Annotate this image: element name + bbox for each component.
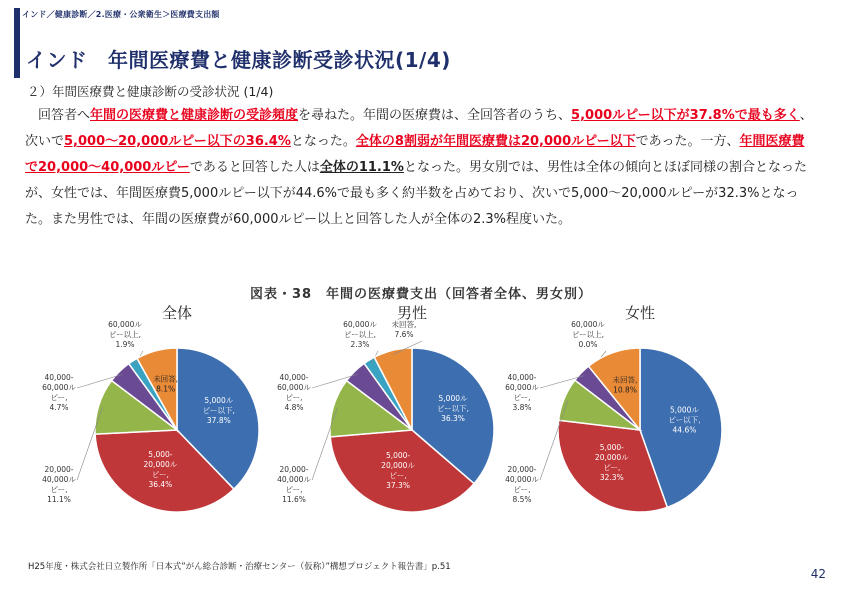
text-run: であった。一方、 [635,134,740,149]
slice-label: 5,000ルピー以下, 37.8% [202,396,235,426]
body-paragraph [25,103,817,233]
text-run: を尋ねた。年間の医療費は、全回答者のうち、 [298,108,572,123]
pie-title: 女性 [624,304,656,322]
slice-label: 5,000-20,000ルピー, 32.3% [594,443,629,483]
text-run: 回答者へ [38,108,91,123]
text-run: であると回答した人は [189,160,320,175]
slice-label: 5,000-20,000ルピー, 37.3% [381,450,415,490]
slice-label: 未回答, 8.1% [153,374,179,394]
slice-label: 20,000-40,000ルピー, 11.6% [277,465,311,504]
source-note: H25年度・株式会社日立製作所「日本式”がん総合診断・治療センター（仮称）”構想プロジェクト報告書」p.51 [28,562,451,572]
section-subtitle: ２）年間医療費と健康診断の受診状況 (1/4) [27,84,274,99]
emphasis-text: 全体の11.1% [319,160,404,175]
slice-label: 未回答, 10.8% [612,375,638,395]
text-run: となった。 [290,134,356,149]
page-number: 42 [810,567,826,581]
pie-charts [0,298,842,558]
highlight-text: 5,000～20,000ルピー以下の36.4% [64,134,291,149]
slice-label: 20,000-40,000ルピー, 11.1% [42,465,76,504]
highlight-text: 全体の8割弱が年間医療費は20,000ルピー以下 [355,134,636,149]
text-run: 、次いで [25,108,813,149]
pie-chart-1 [42,304,259,512]
highlight-text: 年間の医療費と健康診断の受診頻度 [90,108,299,123]
pie-title: 全体 [161,304,193,322]
breadcrumb: インド／健康診断／2.医療・公衆衛生＞医療費支出額 [22,10,220,19]
slice-label: 60,000ルピー以上, 1.9% [108,320,142,349]
slice-label: 60,000ルピー以上, 0.0% [571,320,605,349]
slice-label: 40,000-60,000ルピー, 3.8% [505,373,539,412]
page-title: インド 年間医療費と健康診断受診状況(1/4) [26,48,451,72]
slice-label: 40,000-60,000ルピー, 4.8% [277,373,311,412]
slice-label: 未回答, 7.6% [391,320,417,339]
slice-label: 5,000ルピー以下, 36.3% [436,394,470,424]
chart-caption: 図表・38 年間の医療費支出（回答者全体、男女別） [249,287,593,302]
slice-label: 5,000ルピー以下, 44.6% [668,405,701,435]
pie-chart-2 [277,304,494,512]
pie-charts-svg [0,298,842,558]
slice-label: 5,000-20,000ルピー, 36.4% [143,449,178,489]
slice-label: 60,000ルピー以上, 2.3% [343,320,377,349]
text-run: となった。男女別では、男性は全体の傾向とほぼ同様の割合となったが、女性では、年間医療費5,000ルピー以下が44.6%で最も多く約半数を占めており、次いで5,000～20,000ルピーが32.3%となった。また男性では、年間の医療費が60,000ルピー以上と回答した人が全体の2.3%程度いた。 [25,160,807,227]
title-accent-bar [14,8,20,78]
pie-title: 男性 [396,304,428,322]
slice-label: 20,000-40,000ルピー, 8.5% [505,465,539,504]
slice-label: 40,000-60,000ルピー, 4.7% [42,373,76,412]
highlight-text: 年間医療費で20,000～40,000ルピー [25,134,805,175]
pie-chart-3 [505,304,722,512]
highlight-text: 5,000ルピー以下が37.8%で最も多く [571,108,800,123]
